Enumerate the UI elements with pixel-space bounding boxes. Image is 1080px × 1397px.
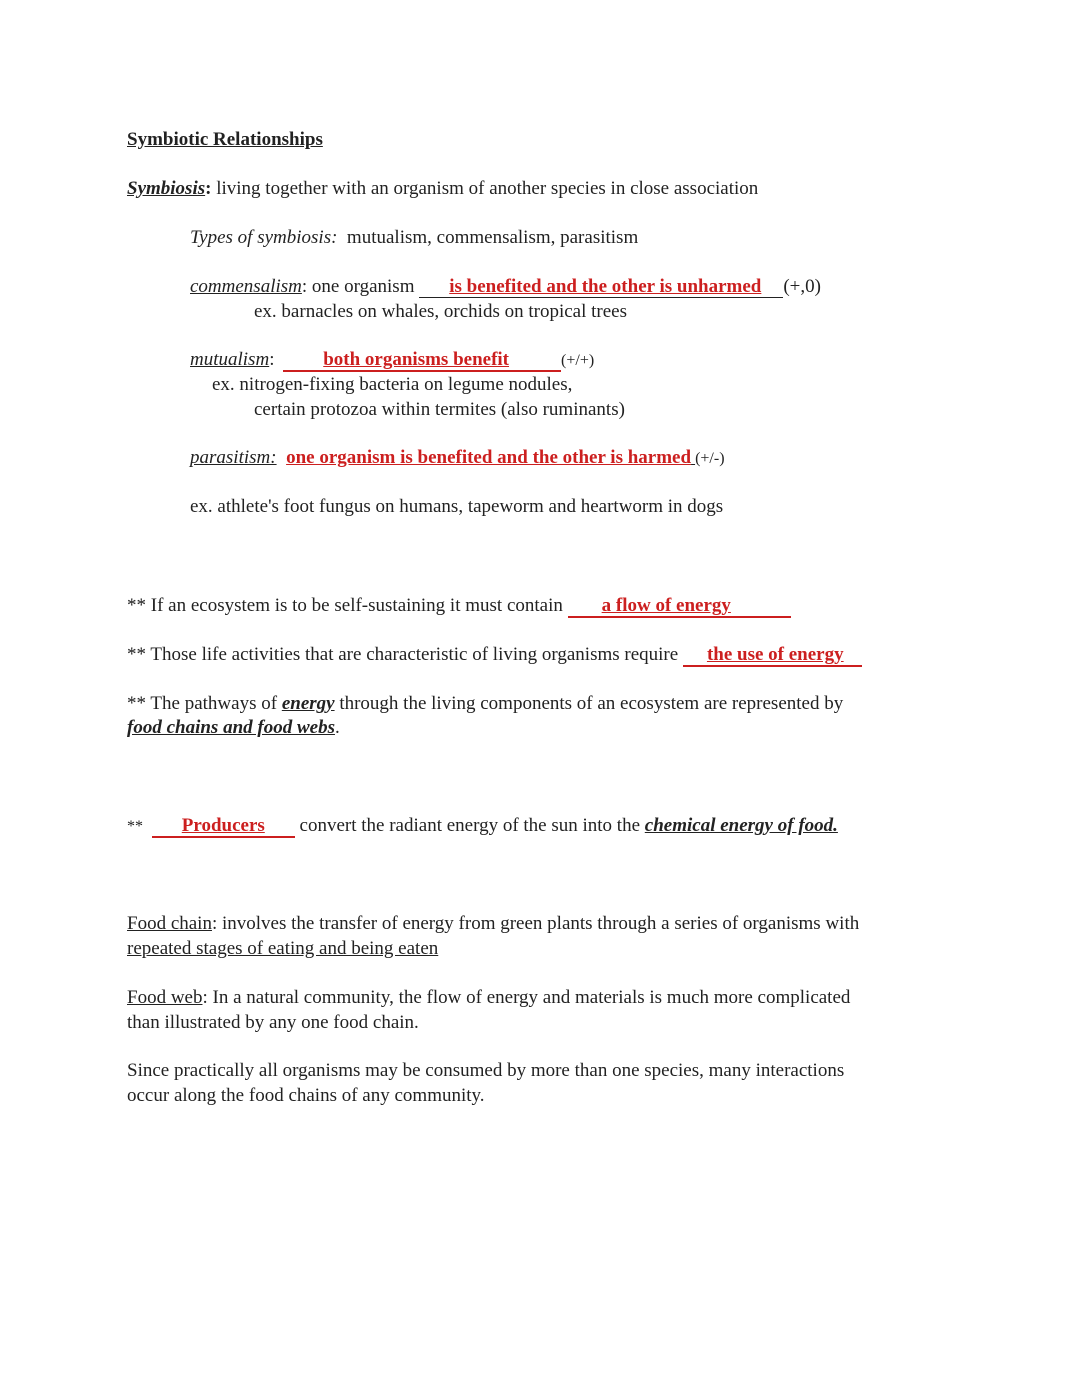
food-web-term: Food web: [127, 987, 203, 1008]
commensalism-lead: one organism: [311, 276, 415, 297]
note-stars: **: [127, 818, 143, 835]
note-stars: **: [127, 595, 146, 616]
note-self-sustaining: [127, 594, 791, 618]
note-producers: [127, 814, 838, 839]
commensalism-example: ex. barnacles on whales, orchids on tropical trees: [254, 301, 628, 322]
food-web-line: Food web: In a natural community, the flow of energy and materials is much more complicated: [127, 987, 851, 1008]
food-chain-text: involves the transfer of energy from green plants through a series of organisms with: [222, 913, 860, 934]
producers-blank: Producers: [152, 816, 295, 838]
commensalism-line: commensalism: one organism is benefited and the other is unharmed (+,0): [190, 276, 821, 297]
parasitism-line: [190, 446, 725, 471]
mutualism-term: mutualism: [190, 349, 270, 370]
mutualism-line: mutualism: both organisms benefit (+/+): [190, 349, 595, 370]
parasitism-term: parasitism:: [190, 447, 277, 468]
pathways-food-chains-line: food chains and food webs.: [127, 717, 340, 738]
pathways-text-2: through the living components of an ecosystem are represented by: [339, 693, 844, 714]
types-line: Types of symbiosis: mutualism, commensalism, parasitism: [190, 227, 639, 248]
food-chain-line: Food chain: involves the transfer of energy from green plants through a series of organisms with: [127, 913, 860, 934]
producers-text: convert the radiant energy of the sun into the: [299, 815, 641, 836]
page-title: Symbiotic Relationships: [127, 129, 323, 150]
parasitism-answer: one organism is benefited and the other is harmed: [286, 447, 692, 468]
note-life-activities-text: Those life activities that are characteristic of living organisms require: [150, 644, 679, 665]
commensalism-term: commensalism: [190, 276, 302, 297]
food-web-text-2: than illustrated by any one food chain.: [127, 1012, 419, 1033]
note-stars: **: [127, 644, 146, 665]
symbiosis-definition: Symbiosis: living together with an organism of another species in close association: [127, 178, 759, 199]
mutualism-example-1: ex. nitrogen-fixing bacteria on legume nodules,: [212, 374, 573, 395]
pathways-text-1: The pathways of: [150, 693, 278, 714]
types-label: Types of symbiosis: [190, 227, 332, 248]
parasitism-sign: (+/-): [695, 450, 725, 467]
food-chain-term: Food chain: [127, 913, 212, 934]
interactions-text-1: Since practically all organisms may be consumed by more than one species, many interactions: [127, 1060, 845, 1081]
life-activities-blank: the use of energy: [683, 645, 862, 667]
mutualism-sign: (+/+): [561, 352, 595, 369]
food-web-text: In a natural community, the flow of energy and materials is much more complicated: [212, 987, 851, 1008]
commensalism-blank: is benefited and the other is unharmed: [419, 277, 783, 298]
commensalism-sign: (+,0): [783, 276, 821, 297]
note-stars: **: [127, 693, 146, 714]
note-pathways: [127, 692, 843, 716]
note-self-sustaining-text: If an ecosystem is to be self-sustaining it must contain: [150, 595, 563, 616]
mutualism-example-2: certain protozoa within termites (also ruminants): [254, 399, 625, 420]
symbiosis-text: living together with an organism of another species in close association: [216, 178, 759, 199]
producers-chemical: chemical energy of food.: [644, 815, 838, 836]
interactions-text-2: occur along the food chains of any community.: [127, 1085, 485, 1106]
pathways-food-chains: food chains and food webs: [127, 717, 335, 738]
symbiosis-term: Symbiosis: [127, 178, 206, 199]
self-sustaining-blank: a flow of energy: [568, 596, 791, 618]
food-chain-text-2: repeated stages of eating and being eaten: [127, 938, 439, 959]
types-list: mutualism, commensalism, parasitism: [346, 227, 639, 248]
parasitism-example: ex. athlete's foot fungus on humans, tapeworm and heartworm in dogs: [190, 496, 724, 517]
pathways-energy: energy: [281, 693, 335, 714]
note-life-activities: [127, 643, 862, 667]
mutualism-blank: both organisms benefit: [283, 350, 561, 372]
